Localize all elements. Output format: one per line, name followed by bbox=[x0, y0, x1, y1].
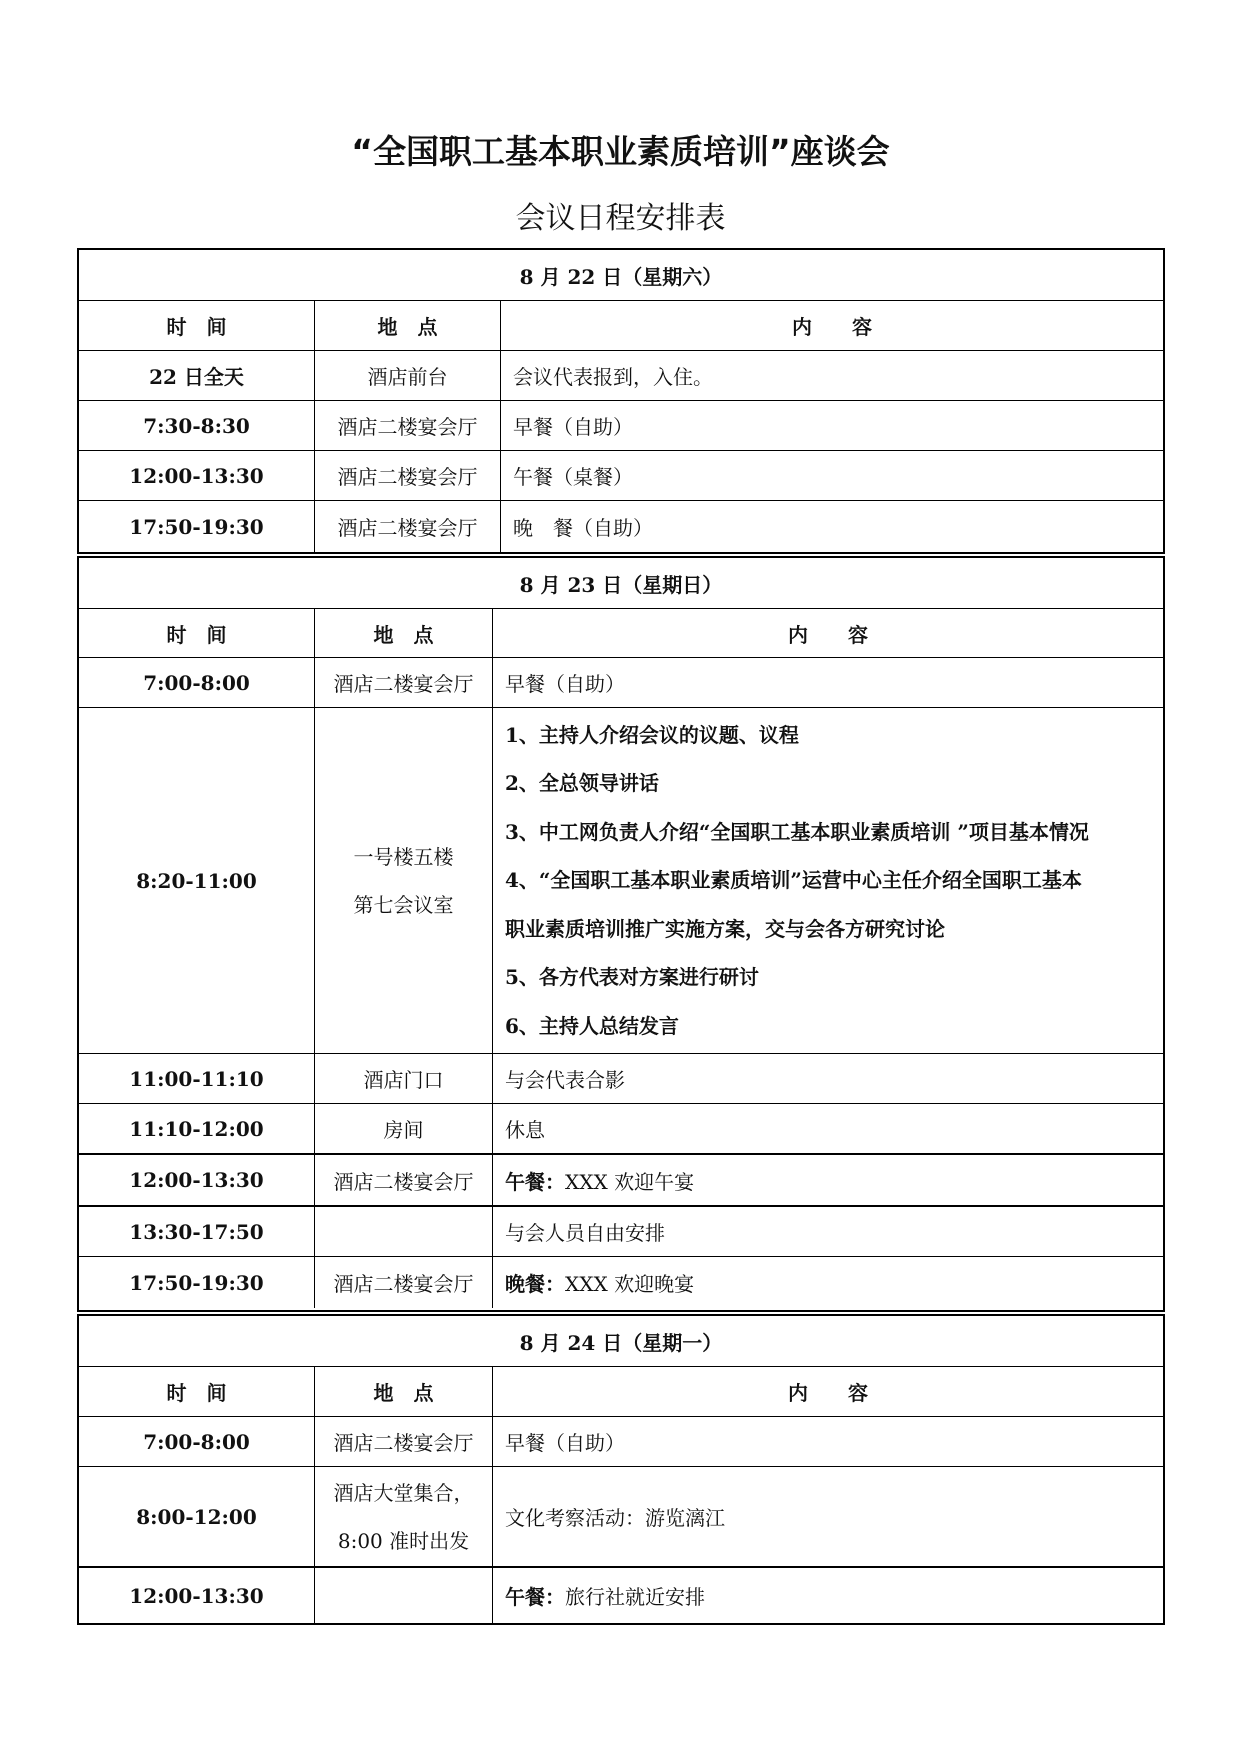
row-time: 12:00-13:30 bbox=[129, 463, 264, 488]
day2-date-row bbox=[79, 558, 1163, 608]
table-row bbox=[79, 450, 1163, 500]
row-time: 17:50-19:30 bbox=[129, 514, 264, 539]
day1-date: 8 月 22 日（星期六） bbox=[519, 264, 723, 289]
row-content: 与会人员自由安排 bbox=[492, 1207, 1163, 1256]
agenda-item: 4、“全国职工基本职业素质培训”运营中心主任介绍全国职工基本 bbox=[505, 868, 1082, 893]
meeting-row bbox=[79, 707, 1163, 1053]
table-row bbox=[79, 1053, 1163, 1103]
row-content: 休息 bbox=[492, 1104, 1163, 1153]
table-row bbox=[79, 1466, 1163, 1566]
day1-schedule-table bbox=[77, 248, 1165, 554]
row-content: 早餐（自助） bbox=[492, 658, 1163, 707]
row-time: 8:00-12:00 bbox=[136, 1504, 257, 1529]
row-content: 早餐（自助） bbox=[500, 401, 1163, 450]
row-content bbox=[492, 1257, 1163, 1308]
header-time: 时 间 bbox=[166, 622, 227, 647]
table-row bbox=[79, 500, 1163, 552]
meeting-agenda bbox=[492, 708, 1163, 1053]
row-time: 12:00-13:30 bbox=[129, 1583, 264, 1608]
row-time: 7:00-8:00 bbox=[143, 670, 250, 695]
content-text: XXX 欢迎晚宴 bbox=[565, 1272, 695, 1296]
table-row bbox=[79, 400, 1163, 450]
row-time: 17:50-19:30 bbox=[129, 1270, 264, 1295]
row-time: 22 日全天 bbox=[149, 365, 244, 389]
day3-header-row bbox=[79, 1366, 1163, 1416]
content-label: 晚餐： bbox=[505, 1272, 565, 1296]
row-time: 7:30-8:30 bbox=[143, 413, 250, 438]
content-text: 旅行社就近安排 bbox=[565, 1585, 705, 1609]
row-place: 房间 bbox=[314, 1104, 492, 1153]
row-place bbox=[314, 1207, 492, 1256]
row-place: 酒店二楼宴会厅 bbox=[314, 401, 500, 450]
place-line1: 酒店大堂集合， bbox=[333, 1480, 474, 1505]
meeting-place bbox=[314, 708, 492, 1053]
row-time: 11:00-11:10 bbox=[129, 1066, 264, 1091]
row-content bbox=[492, 1155, 1163, 1205]
day3-date-row bbox=[79, 1316, 1163, 1366]
header-content: 内 容 bbox=[492, 609, 1163, 657]
row-place: 酒店二楼宴会厅 bbox=[314, 501, 500, 552]
row-content: 早餐（自助） bbox=[492, 1417, 1163, 1466]
document-subtitle: 会议日程安排表 bbox=[515, 201, 726, 236]
row-content: 午餐（桌餐） bbox=[500, 451, 1163, 500]
header-content: 内 容 bbox=[500, 301, 1163, 350]
meeting-place-line2: 第七会议室 bbox=[353, 892, 454, 917]
header-time: 时 间 bbox=[166, 1381, 227, 1405]
row-place: 酒店二楼宴会厅 bbox=[314, 1257, 492, 1308]
table-row bbox=[79, 1153, 1163, 1205]
agenda-item: 5、各方代表对方案进行研讨 bbox=[505, 965, 759, 990]
table-row bbox=[79, 1566, 1163, 1623]
row-place: 酒店二楼宴会厅 bbox=[314, 658, 492, 707]
day2-header-row bbox=[79, 608, 1163, 657]
row-time: 12:00-13:30 bbox=[129, 1168, 264, 1192]
table-row bbox=[79, 1103, 1163, 1153]
day3-date: 8 月 24 日（星期一） bbox=[519, 1330, 723, 1355]
table-row bbox=[79, 350, 1163, 400]
row-place: 酒店二楼宴会厅 bbox=[314, 1417, 492, 1466]
table-row bbox=[79, 1205, 1163, 1256]
row-time: 7:00-8:00 bbox=[143, 1429, 250, 1454]
day2-date: 8 月 23 日（星期日） bbox=[519, 572, 723, 597]
meeting-place-line1: 一号楼五楼 bbox=[353, 844, 454, 869]
content-label: 午餐： bbox=[505, 1169, 565, 1194]
row-content: 会议代表报到，入住。 bbox=[500, 351, 1163, 400]
content-label: 午餐： bbox=[505, 1585, 565, 1609]
meeting-time: 8:20-11:00 bbox=[136, 868, 257, 893]
row-place: 酒店二楼宴会厅 bbox=[314, 451, 500, 500]
day2-schedule-table bbox=[77, 556, 1165, 1312]
header-place: 地 点 bbox=[314, 301, 500, 350]
row-place: 酒店前台 bbox=[314, 351, 500, 400]
content-text: XXX 欢迎午宴 bbox=[565, 1169, 695, 1194]
day1-date-row bbox=[79, 250, 1163, 300]
day1-header-row bbox=[79, 300, 1163, 350]
row-time: 11:10-12:00 bbox=[129, 1116, 264, 1141]
header-content: 内 容 bbox=[492, 1367, 1163, 1416]
table-row bbox=[79, 1256, 1163, 1308]
agenda-item: 6、主持人总结发言 bbox=[505, 1013, 679, 1038]
table-row bbox=[79, 657, 1163, 707]
place-line2: 8:00 准时出发 bbox=[337, 1528, 470, 1553]
row-content: 与会代表合影 bbox=[492, 1054, 1163, 1103]
agenda-item: 2、全总领导讲话 bbox=[505, 771, 659, 796]
header-place: 地 点 bbox=[314, 1367, 492, 1416]
table-row bbox=[79, 1416, 1163, 1466]
header-time: 时 间 bbox=[166, 315, 227, 339]
agenda-item: 1、主持人介绍会议的议题、议程 bbox=[505, 722, 799, 747]
row-content bbox=[492, 1568, 1163, 1623]
row-time: 13:30-17:50 bbox=[129, 1219, 264, 1244]
row-place bbox=[314, 1467, 492, 1566]
document-title: “全国职工基本职业素质培训”座谈会 bbox=[351, 132, 890, 171]
row-place bbox=[314, 1568, 492, 1623]
row-content: 文化考察活动：游览漓江 bbox=[492, 1467, 1163, 1566]
day3-schedule-table bbox=[77, 1314, 1165, 1625]
agenda-item: 职业素质培训推广实施方案，交与会各方研究讨论 bbox=[505, 916, 945, 941]
agenda-item: 3、中工网负责人介绍“全国职工基本职业素质培训 ”项目基本情况 bbox=[505, 819, 1089, 844]
header-place: 地 点 bbox=[314, 609, 492, 657]
row-place: 酒店二楼宴会厅 bbox=[314, 1155, 492, 1205]
row-content: 晚 餐（自助） bbox=[500, 501, 1163, 552]
row-place: 酒店门口 bbox=[314, 1054, 492, 1103]
